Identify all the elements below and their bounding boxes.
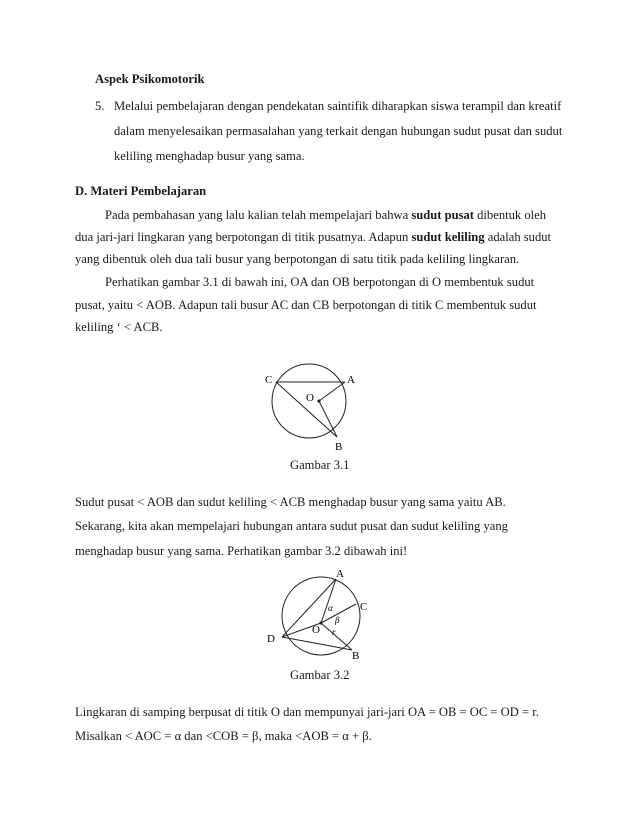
radius-ob bbox=[321, 623, 352, 650]
paragraph-line: yang dibentuk oleh dua tali busur yang berpotongan di satu titik pada keliling lingkaran. bbox=[75, 252, 520, 266]
paragraph-line: Sudut pusat < AOB dan sudut keliling < ACB menghadap busur yang sama yaitu AB. bbox=[75, 495, 506, 509]
label-d: D bbox=[267, 633, 275, 645]
figure-3-1-diagram bbox=[255, 358, 365, 453]
paragraph-line: pusat, yaitu < AOB. Adapun tali busur AC dan CB berpotongan di titik C membentuk sudut bbox=[75, 298, 537, 312]
paragraph-line: menghadap busur yang sama. Perhatikan gambar 3.2 dibawah ini! bbox=[75, 544, 408, 558]
term-sudut-keliling: sudut keliling bbox=[411, 230, 485, 244]
chord-db bbox=[282, 637, 352, 650]
label-c: C bbox=[360, 601, 368, 613]
radius-oa bbox=[319, 382, 345, 401]
text-run: adalah sudut bbox=[484, 230, 552, 244]
paragraph-line bbox=[75, 230, 551, 245]
list-item-number: 5. bbox=[95, 99, 105, 113]
paragraph-line: keliling ‘ < ACB. bbox=[75, 320, 163, 334]
label-o: O bbox=[306, 392, 314, 404]
label-a: A bbox=[336, 568, 344, 580]
section-heading-materi: D. Materi Pembelajaran bbox=[75, 184, 207, 198]
label-a: A bbox=[347, 374, 355, 386]
paragraph-line: Misalkan < AOC = α dan <COB = β, maka <AOB = α + β. bbox=[75, 729, 372, 743]
paragraph-line: Perhatikan gambar 3.1 di bawah ini, OA dan OB berpotongan di O membentuk sudut bbox=[105, 275, 535, 289]
text-run: Pada pembahasan yang lalu kalian telah mempelajari bahwa bbox=[105, 208, 412, 222]
center-point bbox=[317, 399, 320, 402]
figure-caption: Gambar 3.2 bbox=[290, 668, 350, 682]
list-item-line-3: keliling menghadap busur yang sama. bbox=[114, 149, 305, 163]
text-run: dibentuk oleh bbox=[473, 208, 547, 222]
figure-caption: Gambar 3.1 bbox=[290, 458, 350, 472]
list-item-line-2: dalam menyelesaikan permasalahan yang terkait dengan hubungan sudut pusat dan sudut bbox=[114, 124, 563, 138]
figure-3-2-diagram bbox=[258, 566, 378, 661]
paragraph-line: Lingkaran di samping berpusat di titik O dan mempunyai jari-jari OA = OB = OC = OD = r. bbox=[75, 705, 539, 719]
label-b: B bbox=[335, 441, 343, 453]
term-sudut-pusat: sudut pusat bbox=[411, 208, 474, 222]
list-item-line-1: Melalui pembelajaran dengan pendekatan saintifik diharapkan siswa terampil dan kreatif bbox=[114, 99, 562, 113]
label-o: O bbox=[312, 624, 320, 636]
label-c: C bbox=[265, 374, 273, 386]
label-b: B bbox=[352, 650, 360, 661]
paragraph-line bbox=[105, 208, 546, 223]
label-r: r bbox=[332, 627, 336, 637]
paragraph-line: Sekarang, kita akan mempelajari hubungan antara sudut pusat dan sudut keliling yang bbox=[75, 519, 508, 533]
label-alpha: α bbox=[328, 603, 333, 613]
label-beta: β bbox=[335, 615, 340, 625]
radius-ob bbox=[319, 401, 337, 437]
text-run: dua jari-jari lingkaran yang berpotongan di titik pusatnya. Adapun bbox=[75, 230, 412, 244]
circle-outline bbox=[282, 577, 360, 655]
section-heading-psikomotorik: Aspek Psikomotorik bbox=[95, 72, 205, 86]
